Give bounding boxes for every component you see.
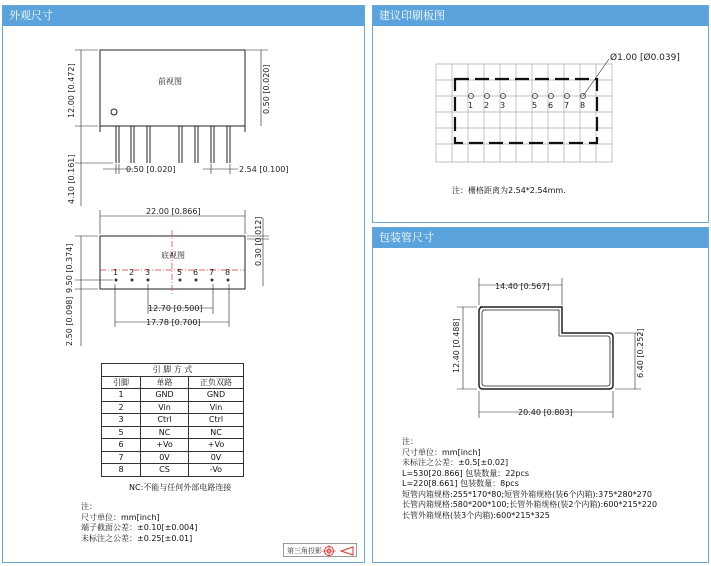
terminal-tolerance-note: 端子截面公差：±0.10[±0.004] bbox=[81, 523, 198, 532]
tube-outer-profile bbox=[479, 307, 613, 389]
long-tube-outer-carton-note: 长管外箱规格(装3个内箱):600*215*325 bbox=[402, 510, 550, 520]
tube-panel bbox=[372, 227, 709, 563]
long-tube-carton-note: 长管内箱规格:580*200*100;长管外箱规格(装2个内箱):600*215*220 bbox=[402, 500, 658, 509]
bottom-view-label: 底视图 bbox=[161, 251, 185, 260]
pin-number: 3 bbox=[102, 414, 141, 427]
tube-step-height-dim: 6.40 [0.252] bbox=[636, 328, 645, 378]
tube-inner-profile bbox=[482, 310, 610, 386]
pin-table bbox=[101, 363, 244, 477]
unit-note: 尺寸单位：mm[inch] bbox=[81, 512, 160, 522]
single-output-function: GND bbox=[141, 389, 189, 402]
front-height-dim: 12.00 [0.472] bbox=[67, 63, 76, 118]
tube-panel-title: 包装管尺寸 bbox=[373, 228, 708, 248]
table-row bbox=[102, 439, 244, 452]
dimensions-panel bbox=[2, 5, 365, 563]
front-view-body bbox=[100, 50, 245, 126]
pin-table-header: 单路 bbox=[141, 376, 189, 389]
pin-number: 7 bbox=[102, 451, 141, 464]
projection-label: 第三角投影 bbox=[287, 547, 322, 555]
front-view bbox=[75, 50, 268, 206]
pin-number: 5 bbox=[102, 426, 141, 439]
general-tolerance-note: 未标注之公差：±0.25[±0.01] bbox=[81, 533, 193, 543]
pin-number: 6 bbox=[102, 439, 141, 452]
front-view-label: 前视图 bbox=[158, 77, 182, 86]
left-notes bbox=[81, 502, 197, 544]
tube-bottom-width-dim: 20.40 [0.803] bbox=[518, 408, 573, 417]
table-row bbox=[102, 451, 244, 464]
pitch-dim: 2.54 [0.100] bbox=[239, 165, 289, 174]
table-row bbox=[102, 426, 244, 439]
pin-number: 1 bbox=[102, 389, 141, 402]
notes-heading: 注： bbox=[81, 502, 97, 511]
bottom-pin-3: 3 bbox=[145, 268, 151, 277]
pcb-pin-1: 1 bbox=[468, 101, 474, 110]
tube-notes bbox=[402, 437, 657, 521]
single-output-function: NC bbox=[141, 426, 189, 439]
single-output-function: Vin bbox=[141, 401, 189, 414]
pin-table-footnote: NC:不能与任何外部电路连接 bbox=[129, 483, 232, 492]
bottom-width-dim: 9.50 [0.374] bbox=[65, 243, 74, 293]
span-outer-dim: 17.78 [0.700] bbox=[146, 318, 201, 327]
pcb-panel bbox=[372, 5, 709, 223]
bottom-pin-1: 1 bbox=[113, 268, 119, 277]
tube-notes-heading: 注： bbox=[402, 437, 418, 446]
pin1-marker bbox=[111, 109, 117, 115]
pin-table-header: 引脚 bbox=[102, 376, 141, 389]
tube-height-dim: 12.40 [0.488] bbox=[452, 318, 461, 373]
pcb-pin-8: 8 bbox=[580, 101, 586, 110]
bottom-view-body bbox=[100, 236, 245, 289]
hole-diameter-label: Ø1.00 [Ø0.039] bbox=[610, 53, 680, 63]
top-gap-dim: 0.50 [0.020] bbox=[262, 64, 271, 114]
table-row bbox=[102, 464, 244, 477]
pin-number: 8 bbox=[102, 464, 141, 477]
bottom-pin-7: 7 bbox=[209, 268, 215, 277]
tube-unit-note: 尺寸单位：mm[inch] bbox=[402, 447, 481, 457]
pin-number: 2 bbox=[102, 401, 141, 414]
dual-output-function: 0V bbox=[189, 451, 244, 464]
dual-output-function: NC bbox=[189, 426, 244, 439]
short-tube-carton-note: 短管内箱规格:255*170*80;短管外箱规格(装6个内箱):375*280*270 bbox=[402, 489, 652, 499]
single-output-function: 0V bbox=[141, 451, 189, 464]
dual-output-function: Ctrl bbox=[189, 414, 244, 427]
table-row bbox=[102, 414, 244, 427]
table-row bbox=[102, 389, 244, 402]
dimensions-panel-title: 外观尺寸 bbox=[3, 6, 364, 26]
dual-output-function: GND bbox=[189, 389, 244, 402]
dual-output-function: Vin bbox=[189, 401, 244, 414]
single-output-function: +Vo bbox=[141, 439, 189, 452]
tube-top-width-dim: 14.40 [0.567] bbox=[495, 282, 550, 291]
pin-width-dim: 0.50 [0.020] bbox=[126, 165, 176, 174]
single-output-function: Ctrl bbox=[141, 414, 189, 427]
pcb-module-outline bbox=[455, 79, 597, 143]
pcb-pin-6: 6 bbox=[548, 101, 554, 110]
pcb-pin-7: 7 bbox=[564, 101, 570, 110]
span-inner-dim: 12.70 [0.500] bbox=[148, 304, 203, 313]
pin-table-title: 引 脚 方 式 bbox=[102, 364, 244, 377]
bottom-pin-6: 6 bbox=[193, 268, 199, 277]
long-tube-quantity-note: L=530[20.866] 包装数量：22pcs bbox=[402, 468, 530, 478]
bottom-length-dim: 22.00 [0.866] bbox=[146, 207, 201, 216]
bottom-pin-offset-dim: 2.50 [0.098] bbox=[65, 296, 74, 346]
pcb-pin-5: 5 bbox=[532, 101, 538, 110]
tube-tolerance-note: 未标注之公差：±0.5[±0.02] bbox=[402, 458, 509, 467]
bottom-pin-8: 8 bbox=[225, 268, 231, 277]
table-row bbox=[102, 401, 244, 414]
bottom-pin-2: 2 bbox=[129, 268, 135, 277]
dual-output-function: +Vo bbox=[189, 439, 244, 452]
pcb-pin-2: 2 bbox=[484, 101, 490, 110]
single-output-function: CS bbox=[141, 464, 189, 477]
projection-badge bbox=[283, 543, 357, 557]
bottom-thickness-dim: 0.30 [0.012] bbox=[254, 216, 263, 266]
pin-table-header: 正负双路 bbox=[189, 376, 244, 389]
grid-spacing-note: 注：栅格距离为2.54*2.54mm. bbox=[452, 186, 566, 195]
outline-drawing bbox=[3, 6, 366, 564]
bottom-pin-5: 5 bbox=[177, 268, 183, 277]
pin-length-dim: 4.10 [0.161] bbox=[67, 154, 76, 204]
third-angle-projection-icon bbox=[322, 545, 358, 557]
pcb-panel-title: 建议印刷板图 bbox=[373, 6, 708, 26]
dual-output-function: -Vo bbox=[189, 464, 244, 477]
pcb-pin-3: 3 bbox=[500, 101, 506, 110]
short-tube-quantity-note: L=220[8.661] 包装数量：8pcs bbox=[402, 479, 519, 488]
